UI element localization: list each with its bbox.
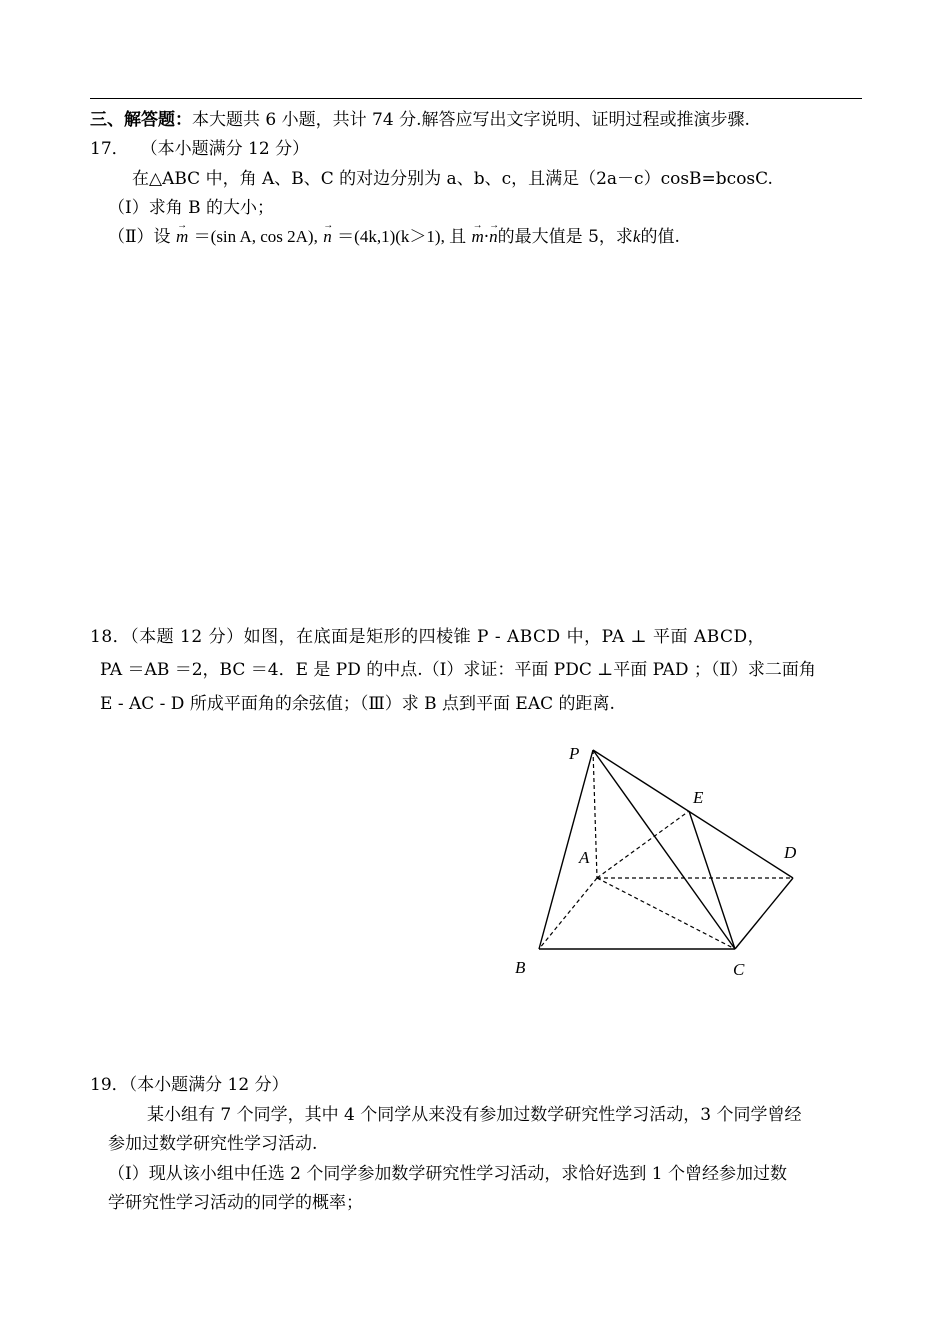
label-e: E [693, 788, 704, 807]
edge-ec [689, 811, 735, 949]
edge-pa [593, 750, 597, 878]
q18-line2: PA ＝AB ＝2，BC ＝4．E 是 PD 的中点.（Ⅰ）求证：平面 PDC ⊥平面 PAD ；（Ⅱ）求二面角 [100, 660, 816, 680]
dot-vector-n: → n [489, 226, 498, 248]
edge-ab [539, 878, 597, 949]
q17-header [90, 138, 309, 160]
q17-part1: （Ⅰ）求角 B 的大小； [108, 198, 275, 218]
q18-line1: 18．（本题 12 分）如图，在底面是矩形的四棱锥 P - ABCD 中，PA ⊥ 平面 ABCD， [90, 627, 766, 647]
dot-operator: · [483, 227, 490, 247]
q17-number: 17． [90, 139, 129, 159]
vector-m-def: ＝(sin A, cos 2A), [193, 227, 318, 246]
q17-points: （本小题满分 12 分） [140, 139, 310, 159]
label-a: A [579, 848, 590, 867]
label-b: B [515, 958, 526, 977]
edge-pc [593, 750, 735, 949]
q19-part1-line2: 学研究性学习活动的同学的概率； [108, 1193, 363, 1213]
q17-part2-suffix-a: 的最大值是 5，求 [497, 227, 633, 247]
dot-vector-m: → m [471, 226, 483, 248]
q19-stem-line1: 某小组有 7 个同学，其中 4 个同学从来没有参加过数学研究性学习活动，3 个同学曾经 [147, 1105, 802, 1125]
q19-number: 19． [90, 1075, 129, 1095]
q19-points: （本小题满分 12 分） [128, 1075, 289, 1095]
q18-line3: E - AC - D 所成平面角的余弦值；（Ⅲ）求 B 点到平面 EAC 的距离. [100, 694, 615, 714]
label-d: D [784, 843, 797, 862]
label-p: P [569, 744, 580, 763]
q17-part2-suffix-b: 的值. [640, 227, 680, 247]
q19-part1-line1: （Ⅰ）现从该小组中任选 2 个同学参加数学研究性学习活动，求恰好选到 1 个曾经参加过数 [108, 1164, 787, 1184]
k-symbol: k [632, 227, 641, 246]
vector-n-def: ＝(4k,1)(k＞1), 且 [337, 227, 467, 246]
label-c: C [733, 960, 745, 979]
section-heading: 三、解答题： [90, 110, 192, 130]
q17-stem: 在△ABC 中，角 A、B、C 的对边分别为 a、b、c，且满足（2a－c）cosB=bcosC. [132, 169, 773, 189]
q19-header [90, 1074, 289, 1096]
q17-part2-prefix: （Ⅱ）设 [108, 227, 171, 247]
header-rule [90, 98, 862, 99]
section-heading-line [90, 109, 750, 131]
edge-cd [735, 878, 793, 949]
edge-pd [593, 750, 793, 878]
q19-stem-line2: 参加过数学研究性学习活动. [108, 1134, 318, 1154]
vector-m: → m [176, 226, 188, 248]
section-intro: 本大题共 6 小题，共计 74 分.解答应写出文字说明、证明过程或推演步骤. [192, 110, 750, 130]
vector-n: → n [323, 226, 332, 248]
q17-part2 [108, 226, 680, 248]
pyramid-figure [500, 735, 820, 985]
